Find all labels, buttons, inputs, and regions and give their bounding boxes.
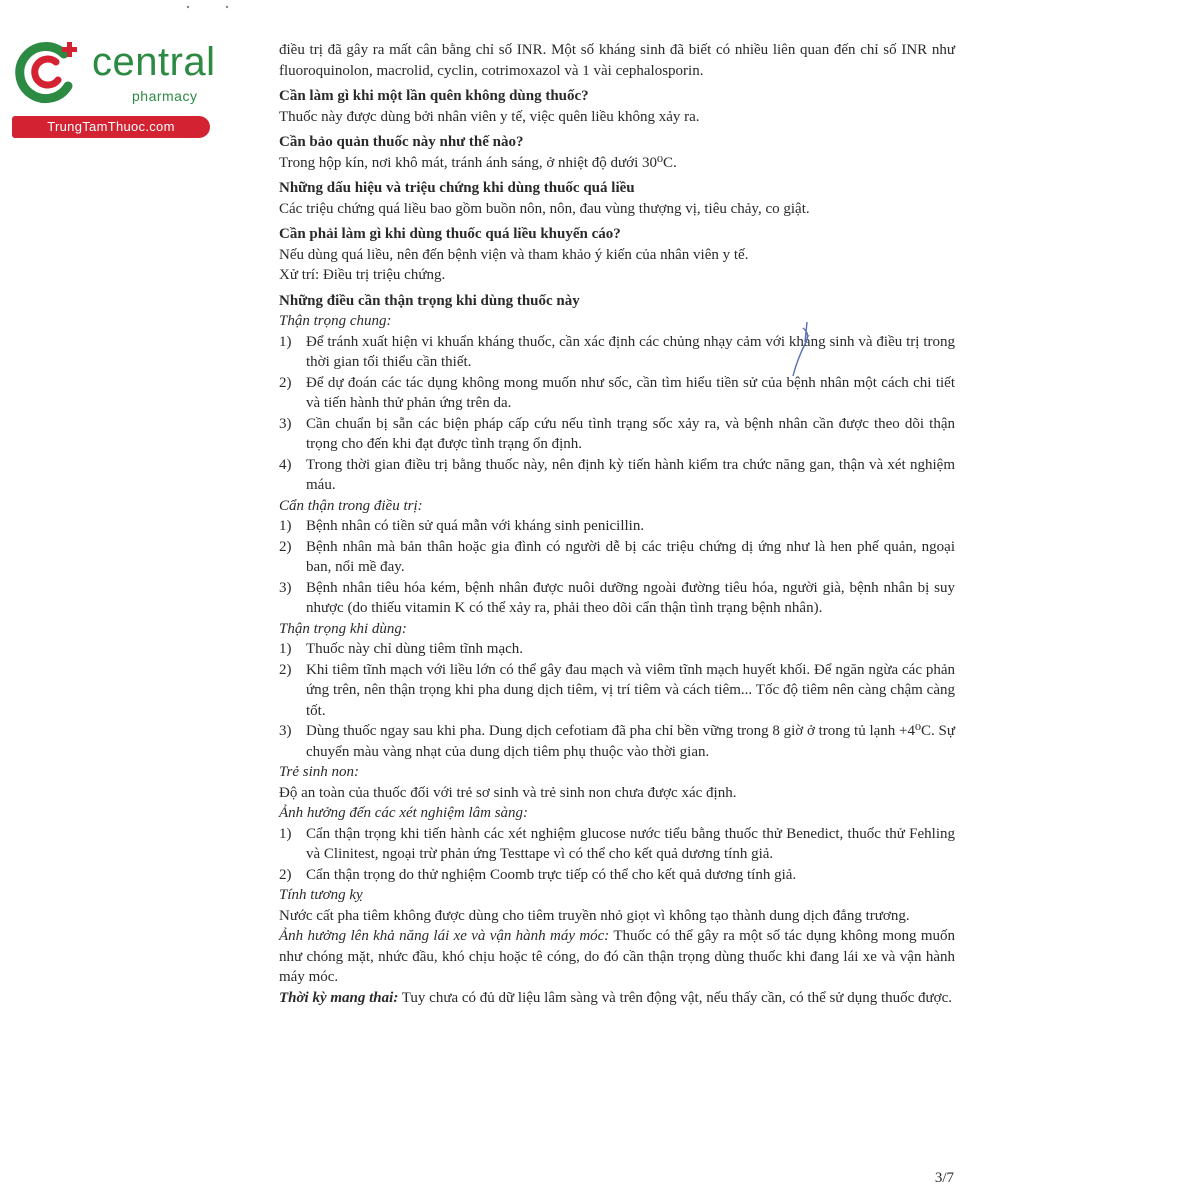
list-item: 1) Cẩn thận trọng khi tiến hành các xét nghiệm glucose nước tiểu bằng thuốc thử Benedict, thuốc thử Fehling và Clinitest, ngoại trừ phản ứng Testtape vì có thể cho kết quả dương tính giả. bbox=[279, 825, 955, 862]
compat-text: Nước cất pha tiêm không được dùng cho tiêm truyền nhỏ giọt vì không tạo thành dung dịch đẳng trương. bbox=[279, 907, 910, 924]
list-item: 2) Cẩn thận trọng do thử nghiệm Coomb trực tiếp có thể cho kết quả dương tính giả. bbox=[279, 866, 797, 883]
list-item: 4) Trong thời gian điều trị bằng thuốc này, nên định kỳ tiến hành kiểm tra chức năng gan, thận và xét nghiệm máu. bbox=[279, 456, 955, 493]
section-text: Thuốc này được dùng bởi nhân viên y tế, việc quên liều không xảy ra. bbox=[279, 108, 700, 125]
caution-heading: Những điều cần thận trọng khi dùng thuốc này bbox=[279, 292, 580, 309]
compat-title: Tính tương kỵ bbox=[279, 887, 363, 903]
lab-title: Ảnh hưởng đến các xét nghiệm lâm sàng: bbox=[279, 805, 529, 821]
neonate-title: Trẻ sinh non: bbox=[279, 764, 360, 780]
brand-logo[interactable] bbox=[12, 36, 217, 136]
brand-name: central bbox=[92, 40, 216, 84]
leaflet-page bbox=[279, 40, 955, 1008]
section-text: Các triệu chứng quá liều bao gồm buồn nôn, nôn, đau vùng thượng vị, tiêu chảy, co giật. bbox=[279, 200, 810, 217]
list-item: 1) Để tránh xuất hiện vi khuẩn kháng thuốc, cần xác định các chủng nhạy cảm với kháng sinh và điều trị trong thời gian tối thiểu cần thiết. bbox=[279, 333, 955, 370]
brand-subtitle: pharmacy bbox=[132, 88, 198, 104]
list-item: 2) Khi tiêm tĩnh mạch với liều lớn có thể gây đau mạch và viêm tĩnh mạch huyết khối. Để ngăn ngừa các phản ứng trên, nên thận trọng khi pha dung dịch tiêm, vị trí tiêm và cách tiêm... Tốc độ tiêm nên càng chậm càng tốt. bbox=[279, 661, 955, 719]
list-item: 3) Dùng thuốc ngay sau khi pha. Dung dịch cefotiam đã pha chỉ bền vững trong 8 giờ ở trong tủ lạnh +4⁰C. Sự chuyển màu vàng nhạt của dung dịch tiêm phụ thuộc vào thời gian. bbox=[279, 723, 955, 760]
intro-paragraph: điều trị đã gây ra mất cân bằng chỉ số INR. Một số kháng sinh đã biết có nhiều liên quan đến chỉ số INR như fluoroquinolon, macrolid, cyclin, cotrimoxazol và 1 vài cephalosporin. bbox=[279, 42, 955, 79]
page-number: 3/7 bbox=[934, 1170, 954, 1186]
section-text: Trong hộp kín, nơi khô mát, tránh ánh sáng, ở nhiệt độ dưới 30⁰C. bbox=[279, 154, 677, 171]
handwritten-mark bbox=[785, 320, 825, 380]
list-item: 2) Để dự đoán các tác dụng không mong muốn như sốc, cần tìm hiểu tiền sử của bệnh nhân một cách chi tiết và tiến hành thử phản ứng trên da. bbox=[279, 374, 955, 411]
section-heading: Cần làm gì khi một lần quên không dùng thuốc? bbox=[279, 88, 589, 104]
pregnancy-lead: Thời kỳ mang thai: bbox=[279, 989, 399, 1006]
pregnancy-text: Tuy chưa có đủ dữ liệu lâm sàng và trên động vật, nếu thấy cần, có thể sử dụng thuốc được. bbox=[398, 989, 952, 1006]
use-caution-title: Thận trọng khi dùng: bbox=[279, 620, 407, 637]
section-heading: Những dấu hiệu và triệu chứng khi dùng thuốc quá liều bbox=[279, 180, 635, 196]
list-item: 1) Thuốc này chỉ dùng tiêm tĩnh mạch. bbox=[279, 641, 524, 657]
driving-text: Thuốc có thể gây ra một số tác dụng không mong muốn như chóng mặt, nhức đầu, khó chịu hoặc tê cóng, do đó cần thận trọng dùng thuốc khi đang lái xe và vận hành máy móc. bbox=[279, 928, 955, 985]
section-heading: Cần phải làm gì khi dùng thuốc quá liều khuyến cáo? bbox=[279, 226, 621, 242]
section-heading: Cần bảo quản thuốc này như thế nào? bbox=[279, 134, 524, 150]
treatment-caution-title: Cẩn thận trong điều trị: bbox=[279, 497, 423, 514]
list-item: 3) Bệnh nhân tiêu hóa kém, bệnh nhân được nuôi dưỡng ngoài đường tiêu hóa, người già, bệnh nhân bị suy nhược (do thiếu vitamin K có thể xảy ra, phải theo dõi cẩn thận tình trạng bệnh nhân). bbox=[279, 579, 955, 616]
driving-lead: Ảnh hưởng lên khả năng lái xe và vận hành máy móc: bbox=[279, 928, 610, 944]
general-caution-title: Thận trọng chung: bbox=[279, 313, 392, 329]
section-text: Nếu dùng quá liều, nên đến bệnh viện và tham khảo ý kiến của nhân viên y tế. bbox=[279, 246, 749, 263]
brand-site-link[interactable]: TrungTamThuoc.com bbox=[12, 116, 210, 138]
driving-paragraph bbox=[279, 926, 955, 988]
neonate-text: Độ an toàn của thuốc đối với trẻ sơ sinh và trẻ sinh non chưa được xác định. bbox=[279, 784, 737, 801]
pharmacy-cross-logo-icon bbox=[12, 36, 82, 106]
list-item: 1) Bệnh nhân có tiền sử quá mẫn với kháng sinh penicillin. bbox=[279, 518, 645, 534]
list-item: 3) Cần chuẩn bị sẵn các biện pháp cấp cứu nếu tình trạng sốc xảy ra, và bệnh nhân cần được theo dõi thận trọng cho đến khi đạt được tình trạng ổn định. bbox=[279, 415, 955, 452]
list-item: 2) Bệnh nhân mà bản thân hoặc gia đình có người dễ bị các triệu chứng dị ứng như là hen phế quản, ngoại ban, nổi mề đay. bbox=[279, 538, 955, 575]
pregnancy-paragraph bbox=[279, 988, 955, 1009]
scan-dots-mark bbox=[185, 2, 245, 12]
section-text: Xử trí: Điều trị triệu chứng. bbox=[279, 267, 446, 283]
